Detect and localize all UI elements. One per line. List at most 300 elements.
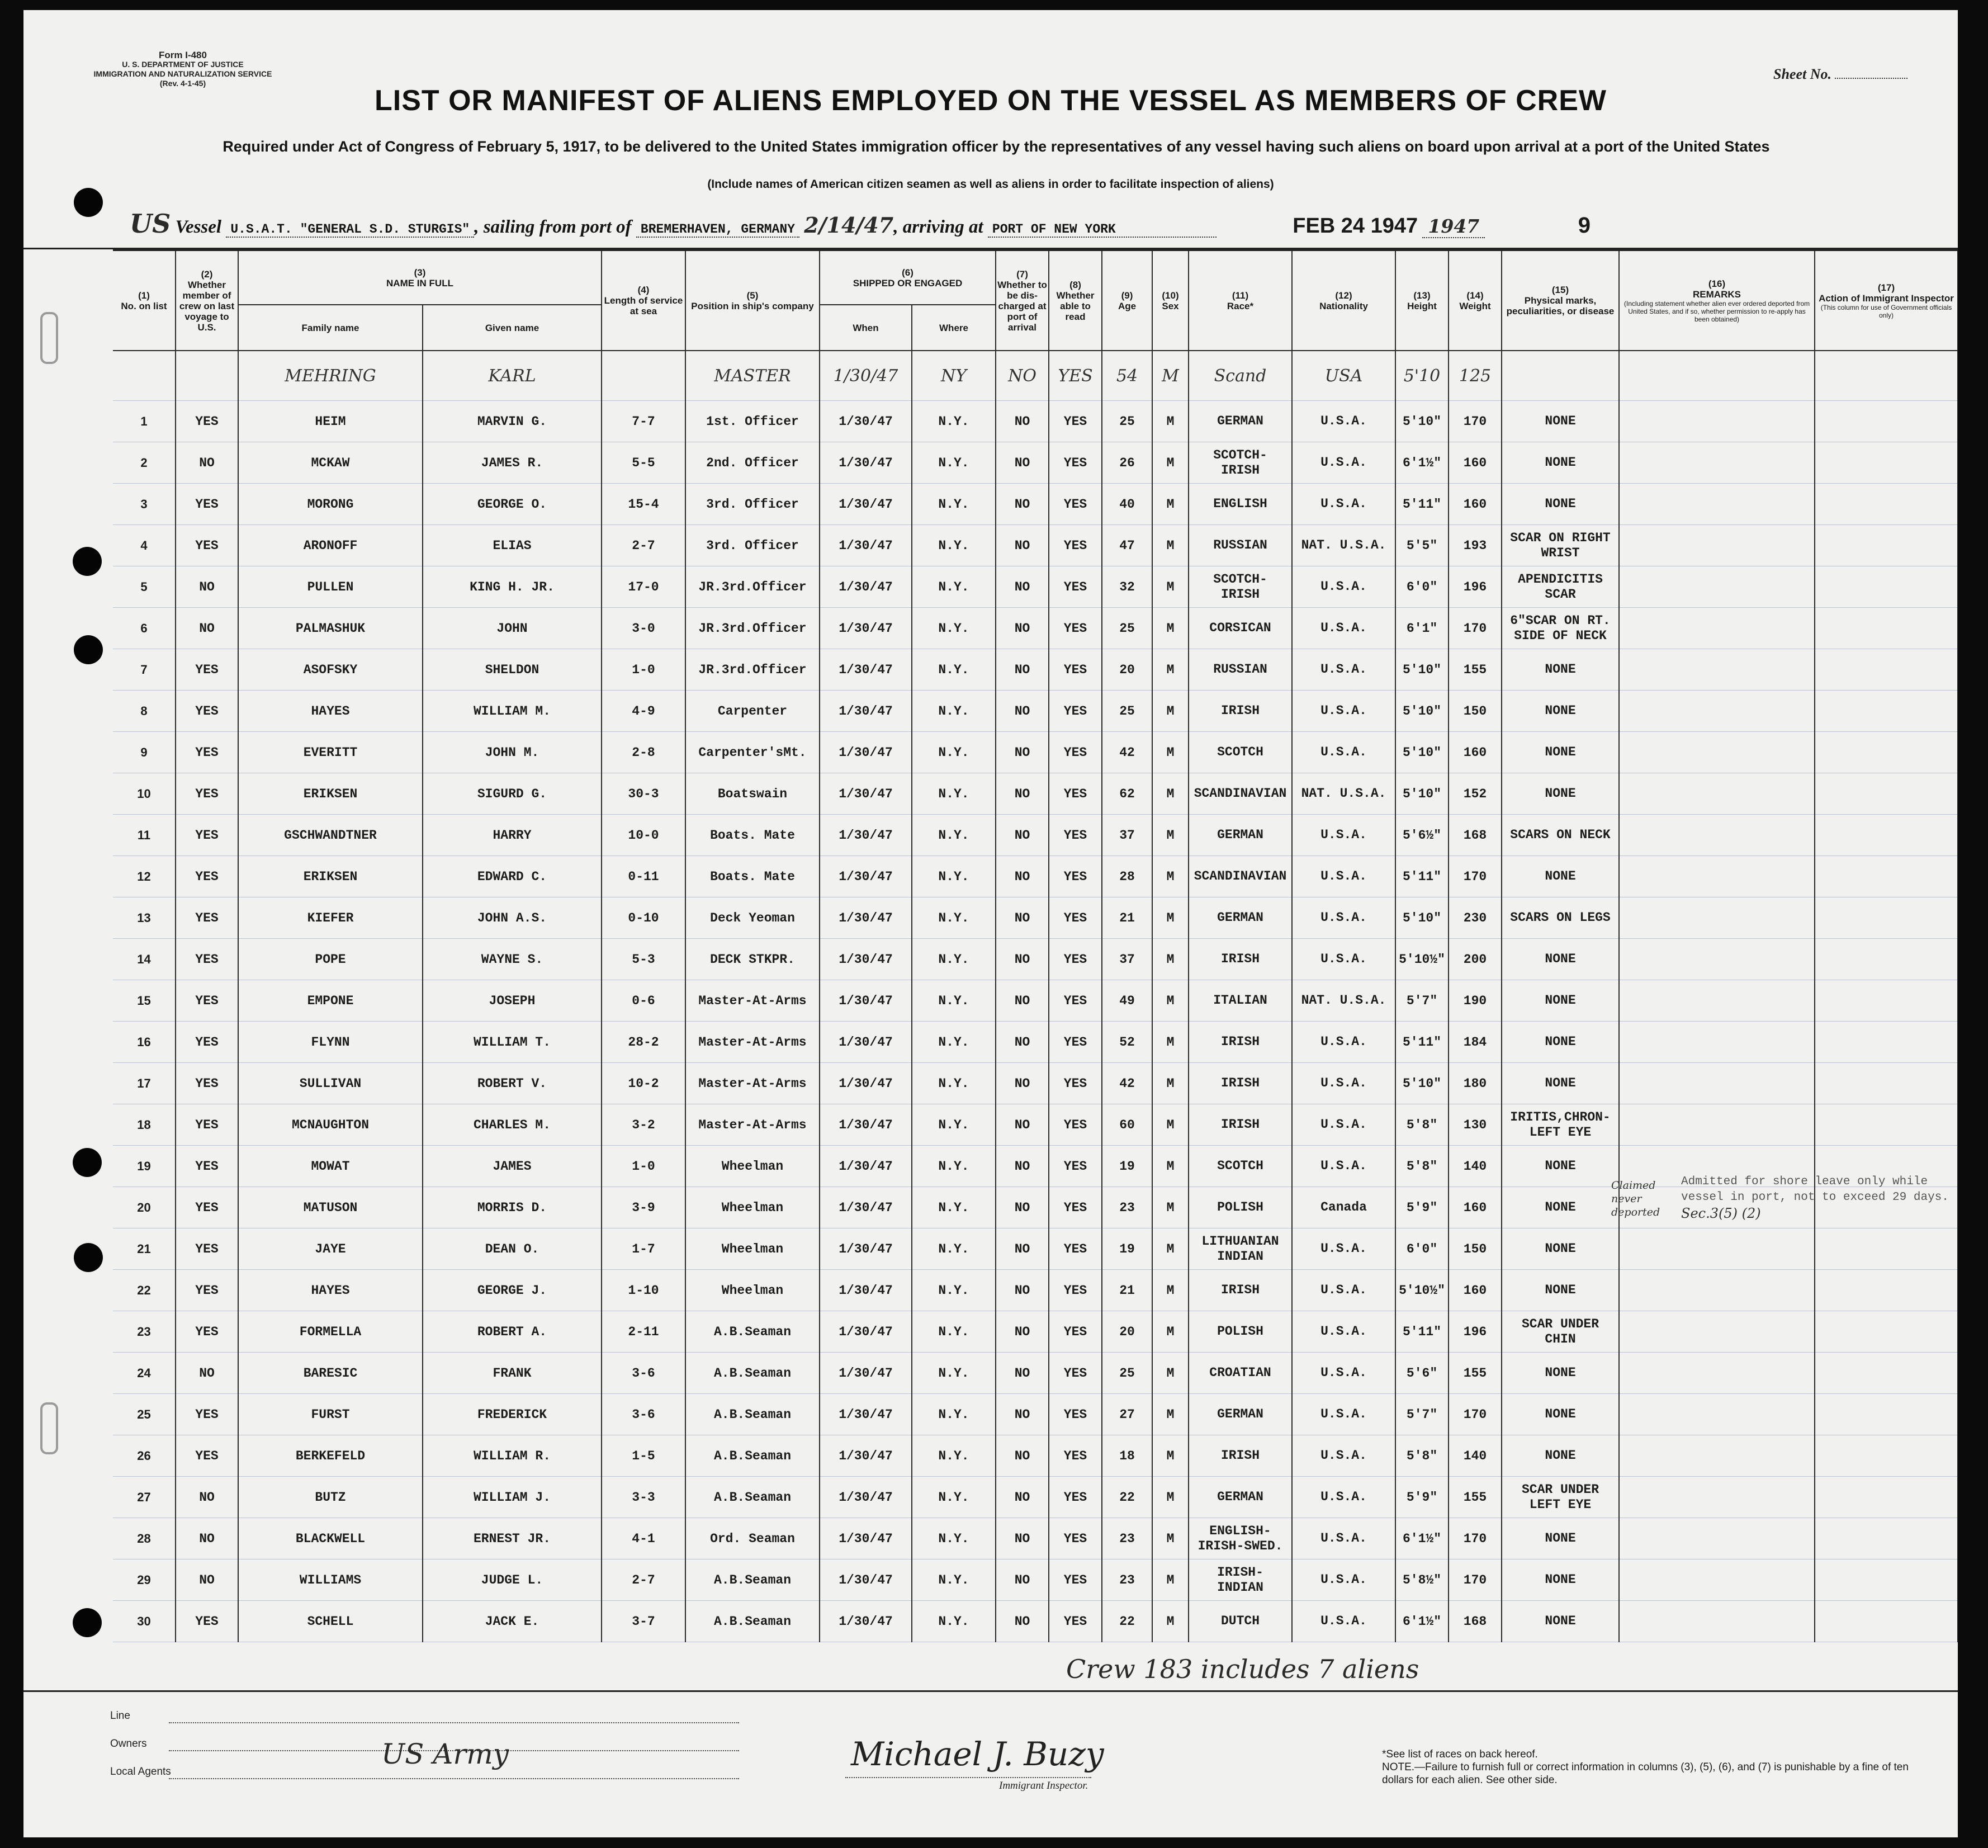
crew-nationality: U.S.A. [1292, 1146, 1395, 1187]
crew-last-voyage: NO [176, 1518, 238, 1559]
crew-discharged: NO [996, 1353, 1049, 1394]
crew-service-length: 2-7 [602, 1559, 685, 1601]
crew-inspector-action [1815, 939, 1958, 980]
col-when-header: When [820, 305, 912, 351]
crew-sex: M [1152, 566, 1189, 608]
crew-able-to-read: YES [1049, 1601, 1102, 1642]
col-position-header: (5) Position in ship's company [685, 251, 820, 351]
crew-weight: 196 [1449, 566, 1502, 608]
crew-given-name: ROBERT V. [423, 1063, 602, 1104]
crew-remarks [1619, 649, 1815, 691]
crew-service-length: 1-0 [602, 1146, 685, 1187]
crew-physical-marks: 6"SCAR ON RT. SIDE OF NECK [1502, 608, 1619, 649]
crew-given-name: ERNEST JR. [423, 1518, 602, 1559]
crew-given-name: JOHN M. [423, 732, 602, 773]
crew-sex: M [1152, 773, 1189, 815]
crew-age: 20 [1102, 1311, 1152, 1353]
crew-discharged: NO [996, 525, 1049, 566]
crew-row-number: 28 [113, 1518, 176, 1559]
crew-position: Wheelman [685, 1270, 820, 1311]
form-service: IMMIGRATION AND NATURALIZATION SERVICE [93, 69, 272, 78]
crew-race: GERMAN [1189, 1477, 1292, 1518]
crew-physical-marks: NONE [1502, 856, 1619, 897]
crew-nationality: NAT. U.S.A. [1292, 773, 1395, 815]
crew-given-name: WAYNE S. [423, 939, 602, 980]
crew-family-name: HAYES [238, 691, 423, 732]
crew-race: GERMAN [1189, 1394, 1292, 1435]
crew-row-number: 19 [113, 1146, 176, 1187]
crew-given-name: FREDERICK [423, 1394, 602, 1435]
crew-height: 5'10" [1395, 732, 1449, 773]
crew-family-name: SCHELL [238, 1601, 423, 1642]
crew-weight: 130 [1449, 1104, 1502, 1146]
crew-inspector-action [1815, 980, 1958, 1022]
crew-height: 6'1½" [1395, 1518, 1449, 1559]
crew-height: 5'5" [1395, 525, 1449, 566]
row20-remark-section: Sec.3(5) (2) [1681, 1206, 1761, 1221]
crew-shipped-when: 1/30/47 [820, 1394, 912, 1435]
crew-physical-marks: NONE [1502, 1518, 1619, 1559]
crew-row-number: 26 [113, 1435, 176, 1477]
crew-able-to-read: YES [1049, 1104, 1102, 1146]
crew-shipped-where: N.Y. [912, 1518, 996, 1559]
crew-discharged: NO [996, 1477, 1049, 1518]
crew-row-number: 1 [113, 401, 176, 442]
crew-able-to-read: YES [1049, 608, 1102, 649]
crew-shipped-when: 1/30/47 [820, 649, 912, 691]
sheet-number [1773, 66, 1907, 83]
crew-sex: M [1152, 484, 1189, 525]
crew-position: Boatswain [685, 773, 820, 815]
crew-discharged: NO [996, 1270, 1049, 1311]
crew-given-name: ELIAS [423, 525, 602, 566]
crew-height: 5'10½" [1395, 1270, 1449, 1311]
crew-weight: 196 [1449, 1311, 1502, 1353]
crew-sex: M [1152, 1601, 1189, 1642]
form-revision: (Rev. 4-1-45) [159, 79, 206, 88]
crew-weight: 150 [1449, 1228, 1502, 1270]
crew-row-number: 16 [113, 1022, 176, 1063]
crew-shipped-when: 1/30/47 [820, 1353, 912, 1394]
crew-remarks [1619, 980, 1815, 1022]
crew-remarks [1619, 442, 1815, 484]
crew-age: 28 [1102, 856, 1152, 897]
crew-age: 37 [1102, 815, 1152, 856]
document-subtitle: Required under Act of Congress of February 5, 1917, to be delivered to the United States immigration officer by the representatives of any vessel having such aliens on board upon arrival at a port of the United States [223, 138, 1770, 155]
crew-last-voyage: YES [176, 484, 238, 525]
crew-physical-marks: NONE [1502, 1187, 1619, 1228]
crew-shipped-where: N.Y. [912, 939, 996, 980]
crew-shipped-when: 1/30/47 [820, 484, 912, 525]
crew-given-name: GEORGE J. [423, 1270, 602, 1311]
crew-given-name: JOSEPH [423, 980, 602, 1022]
crew-row [113, 442, 1958, 484]
crew-race: IRISH [1189, 1270, 1292, 1311]
footer-rule [23, 1690, 1958, 1692]
crew-position: 2nd. Officer [685, 442, 820, 484]
crew-race: ENGLISH- IRISH-SWED. [1189, 1518, 1292, 1559]
crew-able-to-read: YES [1049, 1518, 1102, 1559]
crew-sex: M [1152, 1022, 1189, 1063]
crew-age: 25 [1102, 401, 1152, 442]
row20-claimed-note: Claimed never deported [1611, 1179, 1660, 1218]
crew-remarks [1619, 1311, 1815, 1353]
col-action-header: (17) Action of Immigrant Inspector (This column for use of Government officials only) [1815, 251, 1958, 351]
crew-race: IRISH [1189, 1022, 1292, 1063]
crew-last-voyage: NO [176, 1353, 238, 1394]
crew-able-to-read: YES [1049, 1187, 1102, 1228]
crew-given-name: JOHN A.S. [423, 897, 602, 939]
crew-weight: 170 [1449, 1559, 1502, 1601]
crew-able-to-read: YES [1049, 980, 1102, 1022]
crew-able-to-read: YES [1049, 1228, 1102, 1270]
sheet-number-blank [1835, 78, 1907, 79]
crew-nationality: U.S.A. [1292, 691, 1395, 732]
crew-height: 5'7" [1395, 1394, 1449, 1435]
crew-row [113, 1518, 1958, 1559]
crew-physical-marks: NONE [1502, 1394, 1619, 1435]
crew-shipped-where: N.Y. [912, 1187, 996, 1228]
crew-remarks [1619, 1559, 1815, 1601]
crew-position: Wheelman [685, 1228, 820, 1270]
crew-weight: 170 [1449, 1518, 1502, 1559]
crew-weight: 230 [1449, 897, 1502, 939]
crew-row-number: 29 [113, 1559, 176, 1601]
crew-inspector-action [1815, 401, 1958, 442]
crew-age: 27 [1102, 1394, 1152, 1435]
crew-discharged: NO [996, 1601, 1049, 1642]
crew-sex: M [1152, 1435, 1189, 1477]
crew-position: Master-At-Arms [685, 1022, 820, 1063]
crew-weight: 140 [1449, 1146, 1502, 1187]
form-department: U. S. DEPARTMENT OF JUSTICE [122, 60, 244, 69]
crew-inspector-action [1815, 897, 1958, 939]
crew-race: SCANDINAVIAN [1189, 773, 1292, 815]
crew-family-name: FURST [238, 1394, 423, 1435]
crew-race: SCOTCH [1189, 1146, 1292, 1187]
crew-row [113, 1063, 1958, 1104]
crew-remarks [1619, 566, 1815, 608]
crew-height: 6'0" [1395, 1228, 1449, 1270]
owners-label: Owners [110, 1738, 147, 1750]
crew-total-note: Crew 183 includes 7 aliens [1066, 1654, 1419, 1684]
crew-race: IRISH [1189, 691, 1292, 732]
crew-height: 5'8" [1395, 1104, 1449, 1146]
crew-position: Boats. Mate [685, 815, 820, 856]
crew-age: 49 [1102, 980, 1152, 1022]
manifest-sheet [23, 10, 1958, 1837]
crew-height: 5'8½" [1395, 1559, 1449, 1601]
crew-row-number: 4 [113, 525, 176, 566]
crew-position: JR.3rd.Officer [685, 566, 820, 608]
crew-given-name: WILLIAM T. [423, 1022, 602, 1063]
crew-given-name: JAMES R. [423, 442, 602, 484]
crew-weight: 180 [1449, 1063, 1502, 1104]
crew-nationality: U.S.A. [1292, 1559, 1395, 1601]
inspector-signature: Michael J. Buzy [851, 1735, 1104, 1773]
crew-last-voyage: YES [176, 897, 238, 939]
crew-race: SCOTCH- IRISH [1189, 442, 1292, 484]
crew-row [113, 856, 1958, 897]
crew-shipped-when: 1/30/47 [820, 525, 912, 566]
crew-nationality: U.S.A. [1292, 1477, 1395, 1518]
crew-physical-marks: NONE [1502, 691, 1619, 732]
crew-last-voyage: NO [176, 608, 238, 649]
master-row [113, 351, 1958, 401]
crew-nationality: U.S.A. [1292, 939, 1395, 980]
crew-given-name: JUDGE L. [423, 1559, 602, 1601]
crew-service-length: 28-2 [602, 1022, 685, 1063]
crew-physical-marks: NONE [1502, 442, 1619, 484]
crew-discharged: NO [996, 1187, 1049, 1228]
crew-remarks [1619, 732, 1815, 773]
master-given: KARL [423, 351, 602, 401]
crew-physical-marks: NONE [1502, 401, 1619, 442]
crew-shipped-where: N.Y. [912, 1353, 996, 1394]
crew-inspector-action [1815, 649, 1958, 691]
crew-weight: 155 [1449, 649, 1502, 691]
crew-height: 5'11" [1395, 484, 1449, 525]
crew-row [113, 815, 1958, 856]
crew-physical-marks: NONE [1502, 1228, 1619, 1270]
crew-shipped-where: N.Y. [912, 773, 996, 815]
crew-shipped-where: N.Y. [912, 897, 996, 939]
crew-position: Master-At-Arms [685, 1063, 820, 1104]
crew-weight: 190 [1449, 980, 1502, 1022]
crew-family-name: MCKAW [238, 442, 423, 484]
crew-discharged: NO [996, 566, 1049, 608]
col-no-header: (1) No. on list [113, 251, 176, 351]
crew-discharged: NO [996, 1311, 1049, 1353]
crew-last-voyage: YES [176, 980, 238, 1022]
crew-position: Deck Yeoman [685, 897, 820, 939]
crew-shipped-where: N.Y. [912, 1228, 996, 1270]
crew-family-name: EMPONE [238, 980, 423, 1022]
crew-height: 5'11" [1395, 856, 1449, 897]
crew-given-name: ROBERT A. [423, 1311, 602, 1353]
crew-race: SCANDINAVIAN [1189, 856, 1292, 897]
crew-row [113, 1601, 1958, 1642]
crew-row [113, 566, 1958, 608]
crew-family-name: BLACKWELL [238, 1518, 423, 1559]
crew-family-name: HAYES [238, 1270, 423, 1311]
crew-family-name: ARONOFF [238, 525, 423, 566]
crew-position: Wheelman [685, 1187, 820, 1228]
crew-discharged: NO [996, 897, 1049, 939]
crew-remarks [1619, 773, 1815, 815]
crew-nationality: U.S.A. [1292, 1353, 1395, 1394]
crew-inspector-action [1815, 1559, 1958, 1601]
crew-sex: M [1152, 732, 1189, 773]
crew-weight: 200 [1449, 939, 1502, 980]
punch-hole [74, 635, 103, 664]
crew-physical-marks: APENDICITIS SCAR [1502, 566, 1619, 608]
crew-family-name: BUTZ [238, 1477, 423, 1518]
crew-position: DECK STKPR. [685, 939, 820, 980]
master-height: 5'10 [1395, 351, 1449, 401]
crew-physical-marks: SCAR UNDER LEFT EYE [1502, 1477, 1619, 1518]
agents-value: US Army [381, 1738, 509, 1770]
crew-given-name: KING H. JR. [423, 566, 602, 608]
crew-position: 1st. Officer [685, 401, 820, 442]
crew-race: SCOTCH [1189, 732, 1292, 773]
staple-clip [40, 312, 58, 364]
crew-service-length: 4-1 [602, 1518, 685, 1559]
crew-weight: 193 [1449, 525, 1502, 566]
crew-height: 6'1" [1395, 608, 1449, 649]
crew-position: Carpenter'sMt. [685, 732, 820, 773]
crew-service-length: 5-5 [602, 442, 685, 484]
crew-nationality: U.S.A. [1292, 1435, 1395, 1477]
footnote-note: NOTE.—Failure to furnish full or correct information in columns (3), (5), (6), and (7) is punishable by a fine of ten dollars for each alien. See other side. [1382, 1761, 1909, 1786]
crew-sex: M [1152, 980, 1189, 1022]
crew-remarks [1619, 856, 1815, 897]
crew-inspector-action [1815, 1435, 1958, 1477]
crew-given-name: MARVIN G. [423, 401, 602, 442]
crew-last-voyage: YES [176, 1146, 238, 1187]
crew-shipped-where: N.Y. [912, 691, 996, 732]
crew-remarks [1619, 939, 1815, 980]
crew-service-length: 0-11 [602, 856, 685, 897]
crew-remarks [1619, 1353, 1815, 1394]
crew-shipped-where: N.Y. [912, 484, 996, 525]
crew-inspector-action [1815, 1394, 1958, 1435]
crew-position: A.B.Seaman [685, 1311, 820, 1353]
crew-shipped-where: N.Y. [912, 1063, 996, 1104]
crew-physical-marks: NONE [1502, 1435, 1619, 1477]
crew-shipped-when: 1/30/47 [820, 1270, 912, 1311]
crew-age: 60 [1102, 1104, 1152, 1146]
port-from: BREMERHAVEN, GERMANY [636, 222, 799, 238]
crew-discharged: NO [996, 980, 1049, 1022]
crew-nationality: U.S.A. [1292, 401, 1395, 442]
vessel-name: U.S.A.T. "GENERAL S.D. STURGIS" [226, 222, 474, 238]
crew-nationality: U.S.A. [1292, 897, 1395, 939]
crew-last-voyage: YES [176, 1601, 238, 1642]
crew-shipped-when: 1/30/47 [820, 401, 912, 442]
crew-last-voyage: YES [176, 525, 238, 566]
crew-discharged: NO [996, 1146, 1049, 1187]
crew-height: 5'6" [1395, 1353, 1449, 1394]
crew-row-number: 7 [113, 649, 176, 691]
crew-service-length: 3-6 [602, 1394, 685, 1435]
crew-able-to-read: YES [1049, 484, 1102, 525]
crew-service-length: 0-10 [602, 897, 685, 939]
crew-row [113, 1477, 1958, 1518]
crew-able-to-read: YES [1049, 1394, 1102, 1435]
crew-age: 22 [1102, 1477, 1152, 1518]
crew-given-name: FRANK [423, 1353, 602, 1394]
crew-nationality: U.S.A. [1292, 1063, 1395, 1104]
crew-discharged: NO [996, 691, 1049, 732]
crew-able-to-read: YES [1049, 1559, 1102, 1601]
form-number: Form I-480 [159, 50, 207, 60]
crew-row-number: 25 [113, 1394, 176, 1435]
crew-family-name: MOWAT [238, 1146, 423, 1187]
crew-shipped-when: 1/30/47 [820, 815, 912, 856]
crew-race: ITALIAN [1189, 980, 1292, 1022]
crew-service-length: 3-9 [602, 1187, 685, 1228]
crew-row [113, 773, 1958, 815]
crew-shipped-where: N.Y. [912, 732, 996, 773]
crew-physical-marks: NONE [1502, 1063, 1619, 1104]
crew-row-number: 9 [113, 732, 176, 773]
crew-age: 25 [1102, 691, 1152, 732]
crew-shipped-when: 1/30/47 [820, 442, 912, 484]
crew-height: 5'11" [1395, 1311, 1449, 1353]
crew-service-length: 2-8 [602, 732, 685, 773]
crew-shipped-where: N.Y. [912, 566, 996, 608]
crew-remarks [1619, 401, 1815, 442]
col-family-header: Family name [238, 305, 423, 351]
crew-discharged: NO [996, 1063, 1049, 1104]
crew-height: 5'11" [1395, 1022, 1449, 1063]
crew-discharged: NO [996, 1518, 1049, 1559]
crew-position: A.B.Seaman [685, 1394, 820, 1435]
crew-shipped-when: 1/30/47 [820, 1022, 912, 1063]
crew-age: 32 [1102, 566, 1152, 608]
crew-last-voyage: NO [176, 566, 238, 608]
crew-sex: M [1152, 1063, 1189, 1104]
crew-nationality: U.S.A. [1292, 1311, 1395, 1353]
arriving-label: , arriving at [893, 217, 983, 237]
crew-height: 5'9" [1395, 1187, 1449, 1228]
crew-discharged: NO [996, 1559, 1049, 1601]
crew-family-name: MORONG [238, 484, 423, 525]
crew-inspector-action [1815, 815, 1958, 856]
crew-service-length: 10-2 [602, 1063, 685, 1104]
crew-weight: 160 [1449, 1187, 1502, 1228]
crew-shipped-when: 1/30/47 [820, 856, 912, 897]
crew-shipped-when: 1/30/47 [820, 1559, 912, 1601]
crew-family-name: HEIM [238, 401, 423, 442]
crew-sex: M [1152, 1228, 1189, 1270]
crew-age: 42 [1102, 732, 1152, 773]
col-age-header: (9) Age [1102, 251, 1152, 351]
crew-shipped-when: 1/30/47 [820, 1518, 912, 1559]
crew-nationality: U.S.A. [1292, 1270, 1395, 1311]
crew-inspector-action [1815, 608, 1958, 649]
crew-row [113, 525, 1958, 566]
crew-given-name: JOHN [423, 608, 602, 649]
crew-service-length: 30-3 [602, 773, 685, 815]
crew-age: 19 [1102, 1146, 1152, 1187]
crew-age: 25 [1102, 1353, 1152, 1394]
crew-sex: M [1152, 1477, 1189, 1518]
crew-remarks [1619, 608, 1815, 649]
crew-age: 40 [1102, 484, 1152, 525]
crew-physical-marks: NONE [1502, 980, 1619, 1022]
crew-race: LITHUANIAN INDIAN [1189, 1228, 1292, 1270]
punch-hole [73, 1148, 102, 1177]
crew-given-name: SHELDON [423, 649, 602, 691]
col-service-header: (4) Length of service at sea [602, 251, 685, 351]
crew-row [113, 691, 1958, 732]
crew-shipped-when: 1/30/47 [820, 1477, 912, 1518]
crew-remarks [1619, 1435, 1815, 1477]
form-header [91, 50, 275, 88]
arrival-year: 1947 [1422, 215, 1485, 238]
col-discharged-header: (7) Whether to be dis-charged at port of arrival [996, 251, 1049, 351]
crew-nationality: U.S.A. [1292, 608, 1395, 649]
crew-service-length: 17-0 [602, 566, 685, 608]
crew-row [113, 649, 1958, 691]
crew-able-to-read: YES [1049, 856, 1102, 897]
crew-able-to-read: YES [1049, 566, 1102, 608]
punch-hole [74, 188, 103, 217]
crew-race: IRISH [1189, 939, 1292, 980]
crew-row [113, 980, 1958, 1022]
